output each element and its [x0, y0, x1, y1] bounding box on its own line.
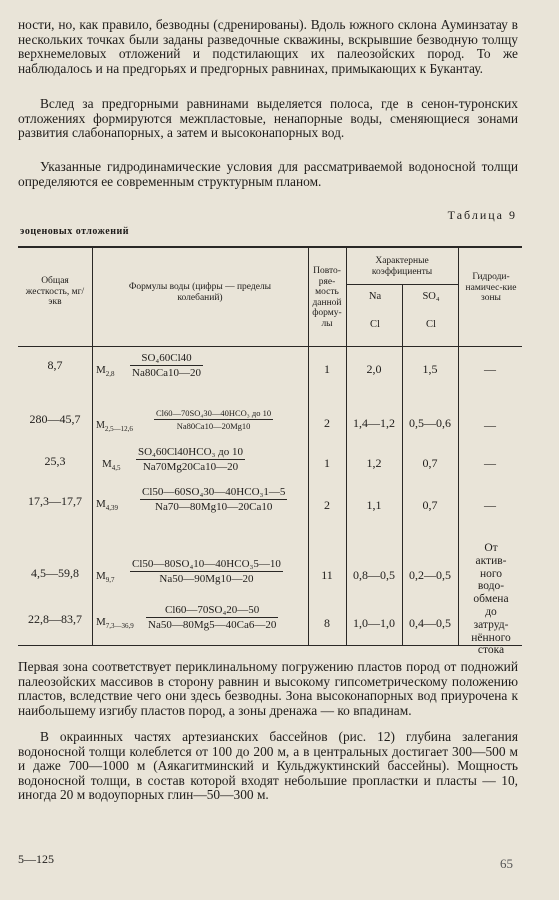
- water-formula: [96, 604, 306, 634]
- m-symbol: M: [96, 616, 106, 628]
- header-coefficients: Характерные коэффициенты: [371, 256, 433, 277]
- column-divider: [92, 246, 93, 646]
- paragraph-conditions: Указанные гидродинамические условия для рассматриваемой водоносной толщи определяются ее современным структурным планом.: [18, 159, 518, 189]
- cell-hardness: 22,8—83,7: [28, 612, 82, 626]
- header-bottom-rule: [18, 346, 522, 347]
- m-value: 9,7: [105, 576, 115, 585]
- signature-mark: 5—125: [18, 852, 54, 866]
- m-symbol: M: [96, 570, 106, 582]
- cell-hardness: 8,7: [47, 358, 63, 372]
- zone-line: актив-: [475, 554, 507, 567]
- cations: Na80Ca10—20: [132, 367, 202, 379]
- zone-merged-cell: [460, 542, 522, 657]
- paragraph-intro: ности, но, как правило, безводны (сдренированы). Вдоль южного склона Ауминзатау в нескольких точках были заданы разведочные скважины, вскрывшие безводную толщу верхнемеловых отложений и подстилающих их палеозойских пород. То же наблюдалось и на предгорьях и предгорных равнинах, примыкающих к Букантау.: [18, 17, 518, 76]
- cell-hardness: 280—45,7: [29, 412, 81, 426]
- cell-repeat: 2: [324, 416, 330, 430]
- header-so4: SO₄: [422, 291, 440, 302]
- cations: Na70Mg20Ca10—20: [142, 461, 239, 473]
- cell-coef-so4-cl: 0,7: [422, 498, 438, 512]
- cell-coef-na-cl: 1,1: [366, 498, 382, 512]
- ion-fraction: [154, 408, 273, 431]
- cell-repeat: 8: [324, 616, 330, 630]
- cell-hardness: 25,3: [44, 454, 66, 468]
- cell-coef-so4-cl: 0,4—0,5: [409, 616, 451, 630]
- header-cl: Cl: [370, 319, 380, 330]
- header-cl: Cl: [426, 319, 436, 330]
- header-na: Na: [368, 291, 382, 302]
- m-value: 4,5: [111, 464, 121, 473]
- cell-hardness: 17,3—17,7: [28, 494, 82, 508]
- column-divider: [458, 246, 459, 646]
- cell-repeat: 11: [321, 568, 333, 582]
- cations: Na80Ca10—20Mg10: [176, 421, 251, 431]
- cell-hardness: 4,5—59,8: [31, 566, 79, 580]
- cell-repeat: 1: [324, 456, 330, 470]
- zone-line: ного: [479, 567, 503, 580]
- page-number: 65: [500, 856, 513, 871]
- water-formula: [96, 486, 306, 516]
- m-symbol: M: [96, 364, 106, 376]
- header-repeat: Повто-ряе-мость данной форму-лы: [312, 266, 342, 329]
- m-value: 2,5—12,6: [104, 425, 133, 433]
- cell-coef-na-cl: 1,0—1,0: [353, 616, 395, 630]
- header-hardness: Общая жесткость, мг/экв: [25, 276, 85, 307]
- cations: Na70—80Mg10—20Ca10: [155, 501, 273, 513]
- cell-coef-so4-cl: 0,5—0,6: [409, 416, 451, 430]
- cell-zone: —: [484, 418, 496, 432]
- mineralization: [96, 364, 115, 378]
- paragraph-zones: Вслед за предгорными равнинами выделяется полоса, где в сенон-туронских отложениях формируются межпластовые, ненапорные воды, сменяющиеся зонами развития слабонапорных, а затем и высоконапорных вод.: [18, 96, 518, 141]
- anions: SO₄60Cl40HCO₃ до 10: [138, 446, 243, 458]
- ion-fraction: [146, 604, 278, 631]
- cell-zone: —: [484, 362, 496, 376]
- ion-fraction: [140, 486, 287, 513]
- cell-repeat: 2: [324, 498, 330, 512]
- header-zone: Гидроди-намичес-кие зоны: [465, 272, 517, 303]
- cell-coef-so4-cl: 0,2—0,5: [409, 568, 451, 582]
- mineralization: [96, 498, 118, 512]
- zone-line: водо-: [477, 580, 505, 593]
- cell-repeat: 1: [324, 362, 330, 376]
- zone-line: От: [484, 542, 498, 554]
- anions: Cl50—80SO₄10—40HCO₃5—10: [132, 558, 281, 570]
- paragraph-depth: В окраинных частях артезианских бассейнов (рис. 12) глубина залегания водоносной толщи колеблется от 100 до 200 м, а в центральных достигает 300—500 м и даже 700—1000 м (Аякагитминский и Кульджуктинский бассейны). Мощность водоносной толщи, в состав которой входят небольшие пропластки и пласты — 10, иногда 20 м водоупорных глин—50—300 м.: [18, 729, 518, 803]
- zone-line: стока: [477, 644, 505, 657]
- m-symbol: M: [102, 458, 112, 470]
- water-formula: [96, 558, 306, 588]
- m-symbol: M: [96, 498, 106, 510]
- water-formula: [96, 352, 306, 382]
- cell-coef-na-cl: 0,8—0,5: [353, 568, 395, 582]
- paragraph-first-zone: Первая зона соответствует периклинальному погружению пластов пород от подножий палеозойских массивов в сторону равнин и высокому гипсометрическому положению пластов, вследствие чего они здесь безводны. Зона высоконапорных вод приурочена к наибольшему изгибу пластов пород, а зоны дренажа — ко впадинам.: [18, 659, 518, 718]
- ion-fraction: [130, 352, 203, 379]
- cell-zone: —: [484, 456, 496, 470]
- zone-line: нённого: [471, 631, 511, 644]
- water-formula: [96, 408, 306, 438]
- cell-coef-na-cl: 1,4—1,2: [353, 416, 395, 430]
- cations: Na50—80Mg5—40Ca6—20: [148, 619, 277, 631]
- m-value: 2,8: [105, 370, 115, 379]
- water-formula: [102, 446, 306, 476]
- anions: Cl50—60SO₄30—40HCO₃1—5: [142, 486, 286, 498]
- anions: SO₄60Cl40: [130, 352, 203, 366]
- column-divider: [308, 246, 309, 646]
- cell-zone: —: [484, 498, 496, 512]
- water-chemistry-table: [18, 246, 522, 657]
- cell-coef-so4-cl: 0,7: [422, 456, 438, 470]
- anions: Cl60—70SO₄20—50: [146, 604, 278, 618]
- cell-coef-na-cl: 2,0: [366, 362, 382, 376]
- table-top-rule: [18, 246, 522, 248]
- column-divider: [346, 246, 347, 646]
- header-formula: Формулы воды (цифры — пределы колебаний): [128, 282, 272, 303]
- zone-line: затруд-: [473, 618, 509, 631]
- cell-coef-so4-cl: 1,5: [422, 362, 438, 376]
- mineralization: [96, 570, 115, 584]
- table-bottom-rule: [18, 645, 522, 646]
- mineralization: [96, 616, 134, 630]
- mineralization: [96, 420, 133, 433]
- mineralization: [102, 458, 121, 472]
- ion-fraction: [130, 558, 283, 585]
- anions: Cl60—70SO₄30—40HCO₃ до 10: [156, 408, 272, 418]
- m-value: 7,3—36,9: [105, 622, 134, 631]
- m-symbol: M: [96, 420, 105, 431]
- table-number: Таблица 9: [447, 208, 517, 222]
- cell-coef-na-cl: 1,2: [366, 456, 382, 470]
- m-value: 4,39: [105, 504, 119, 513]
- ion-fraction: [136, 446, 245, 473]
- zone-line: до: [485, 605, 497, 618]
- cations: Na50—90Mg10—20: [159, 573, 254, 585]
- table-caption: эоценовых отложений: [20, 226, 129, 237]
- zone-line: обмена: [473, 593, 509, 606]
